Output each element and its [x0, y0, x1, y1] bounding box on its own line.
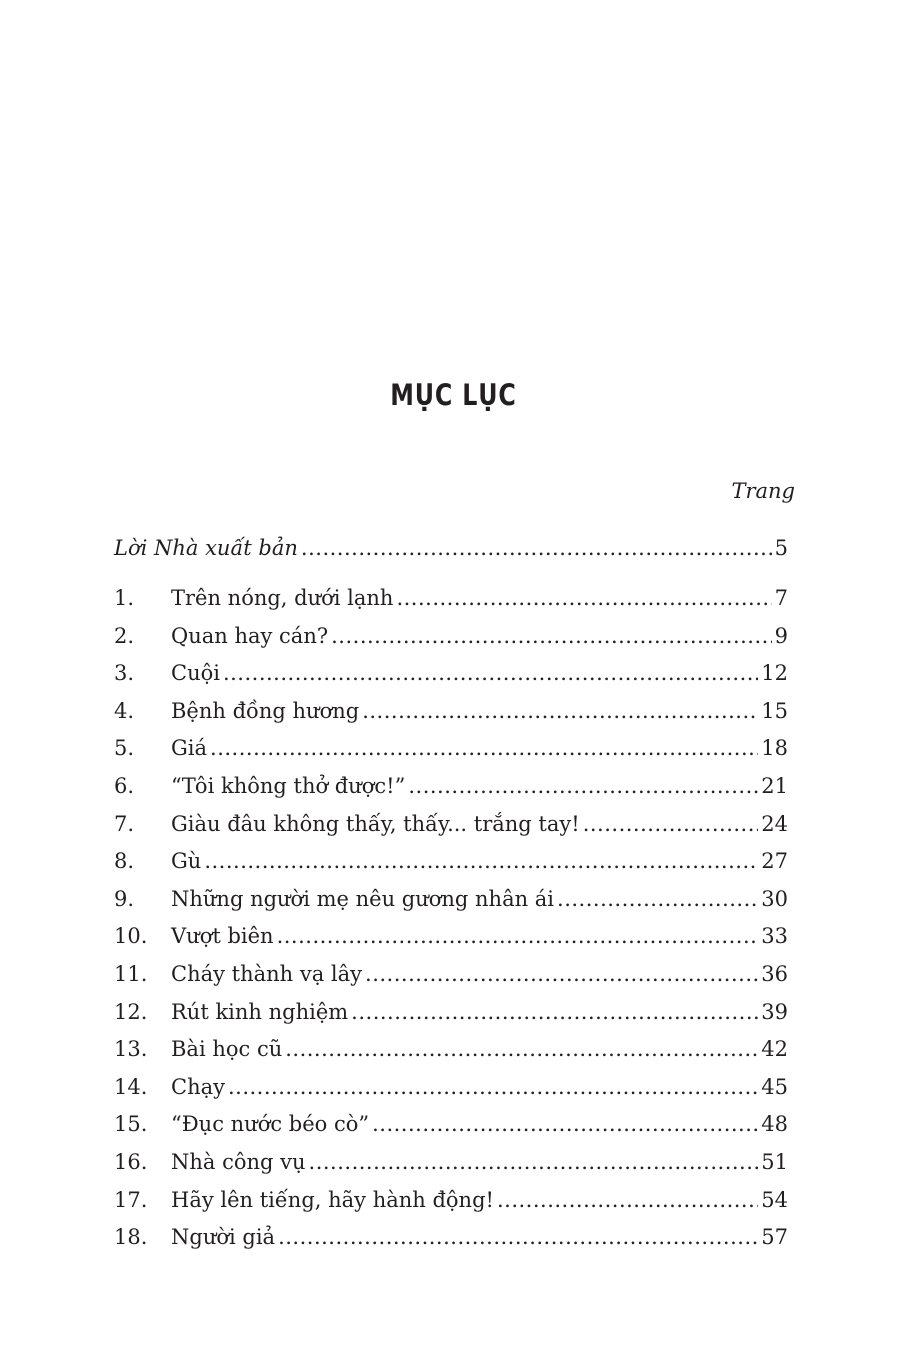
toc-entry-page: 27	[761, 849, 788, 874]
toc-preface-row	[114, 533, 788, 563]
toc-entry-page: 9	[774, 623, 788, 648]
dot-leader	[365, 959, 758, 989]
toc-entry	[114, 583, 788, 613]
dot-leader	[210, 733, 758, 763]
toc-entry-title: Vượt biên	[171, 924, 274, 949]
toc-entry-page: 39	[761, 999, 788, 1024]
toc-entry-page: 7	[774, 586, 788, 610]
toc-entry-number: 3.	[114, 661, 135, 686]
toc-entry-page: 45	[761, 1074, 788, 1099]
toc-entry	[114, 959, 788, 989]
dot-leader	[301, 533, 772, 563]
toc-entry-page: 51	[761, 1150, 788, 1174]
toc-entry	[114, 771, 788, 801]
dot-leader	[497, 1185, 758, 1215]
dot-leader	[372, 1109, 758, 1139]
toc-entry	[114, 733, 788, 763]
toc-entry-number: 5.	[114, 736, 135, 761]
toc-entry-title: Những người mẹ nêu gương nhân ái	[171, 886, 555, 911]
toc-entry	[114, 658, 788, 688]
dot-leader	[351, 997, 758, 1027]
toc-entry	[114, 1185, 788, 1215]
toc-entry-page: 12	[761, 661, 788, 686]
toc-preface-page: 5	[774, 536, 788, 560]
toc-entry-number: 14.	[114, 1074, 148, 1099]
dot-leader	[362, 696, 758, 726]
toc-entry-page: 48	[761, 1112, 788, 1137]
toc-entry	[114, 1034, 788, 1064]
toc-entry-page: 30	[761, 886, 788, 911]
toc-entry	[114, 1147, 788, 1177]
toc-entry-title: Trên nóng, dưới lạnh	[171, 586, 394, 610]
dot-leader	[396, 583, 771, 613]
toc-entry-number: 8.	[114, 849, 135, 874]
dot-leader	[277, 921, 759, 951]
toc-entry-number: 18.	[114, 1225, 148, 1250]
toc-entry-title: Hãy lên tiếng, hãy hành động!	[171, 1187, 494, 1212]
dot-leader	[285, 1034, 758, 1064]
toc-entry	[114, 846, 788, 876]
dot-leader	[223, 658, 758, 688]
toc-preface-label: Lời Nhà xuất bản	[114, 536, 298, 560]
toc-entry-number: 4.	[114, 698, 135, 723]
toc-entry	[114, 997, 788, 1027]
dot-leader	[408, 771, 758, 801]
toc-entry	[114, 1109, 788, 1139]
dot-leader	[278, 1222, 758, 1252]
toc-entry-title: Giàu đâu không thấy, thấy... trắng tay!	[171, 811, 580, 836]
toc-entry-title: “Tôi không thở được!”	[171, 774, 406, 798]
toc-entry-title: Chạy	[171, 1074, 225, 1099]
toc-entry-title: Nhà công vụ	[171, 1150, 306, 1174]
toc-entry-number: 7.	[114, 811, 135, 836]
toc-entry	[114, 621, 788, 651]
dot-leader	[204, 846, 758, 876]
toc-entry-page: 54	[761, 1187, 788, 1212]
toc-entry-title: Người giả	[171, 1225, 276, 1250]
toc-entry-page: 36	[761, 962, 788, 986]
toc-entry-number: 16.	[114, 1150, 148, 1174]
toc-entry-page: 21	[761, 774, 788, 798]
toc-entry-number: 1.	[114, 586, 135, 610]
page-title: MỤC LỤC	[390, 378, 517, 412]
toc-entry-title: Quan hay cán?	[171, 623, 329, 648]
toc-entry-number: 11.	[114, 962, 148, 986]
toc-entry-page: 42	[761, 1037, 788, 1062]
toc-entry-number: 6.	[114, 774, 135, 798]
toc-entry	[114, 884, 788, 914]
page-column-heading: Trang	[731, 479, 795, 503]
toc-entry-title: “Đục nước béo cò”	[171, 1112, 370, 1137]
toc-entry-number: 17.	[114, 1187, 148, 1212]
dot-leader	[228, 1072, 758, 1102]
toc-entry-page: 24	[761, 811, 788, 836]
toc-entry-page: 33	[761, 924, 788, 949]
toc-entry	[114, 809, 788, 839]
toc-entry	[114, 696, 788, 726]
toc-entry-title: Cháy thành vạ lây	[171, 962, 363, 986]
toc-entry-number: 2.	[114, 623, 135, 648]
dot-leader	[557, 884, 758, 914]
toc-entry-title: Rút kinh nghiệm	[171, 999, 349, 1024]
dot-leader	[309, 1147, 759, 1177]
toc-entry-page: 15	[761, 698, 788, 723]
toc-entry-number: 15.	[114, 1112, 148, 1137]
toc-entry-title: Giá	[171, 736, 208, 761]
dot-leader	[331, 621, 772, 651]
toc-entry-number: 12.	[114, 999, 148, 1024]
dot-leader	[583, 809, 759, 839]
toc-entry	[114, 921, 788, 951]
toc-entry	[114, 1222, 788, 1252]
toc-entry	[114, 1072, 788, 1102]
toc-entry-number: 10.	[114, 924, 148, 949]
toc-entry-page: 57	[761, 1225, 788, 1250]
toc-entry-title: Bài học cũ	[171, 1037, 283, 1062]
toc-entry-number: 9.	[114, 886, 135, 911]
toc-entry-title: Gù	[171, 849, 202, 874]
toc-entry-title: Bệnh đồng hương	[171, 698, 360, 723]
toc-entry-page: 18	[761, 736, 788, 761]
toc-entry-title: Cuội	[171, 661, 220, 686]
toc-entry-number: 13.	[114, 1037, 148, 1062]
